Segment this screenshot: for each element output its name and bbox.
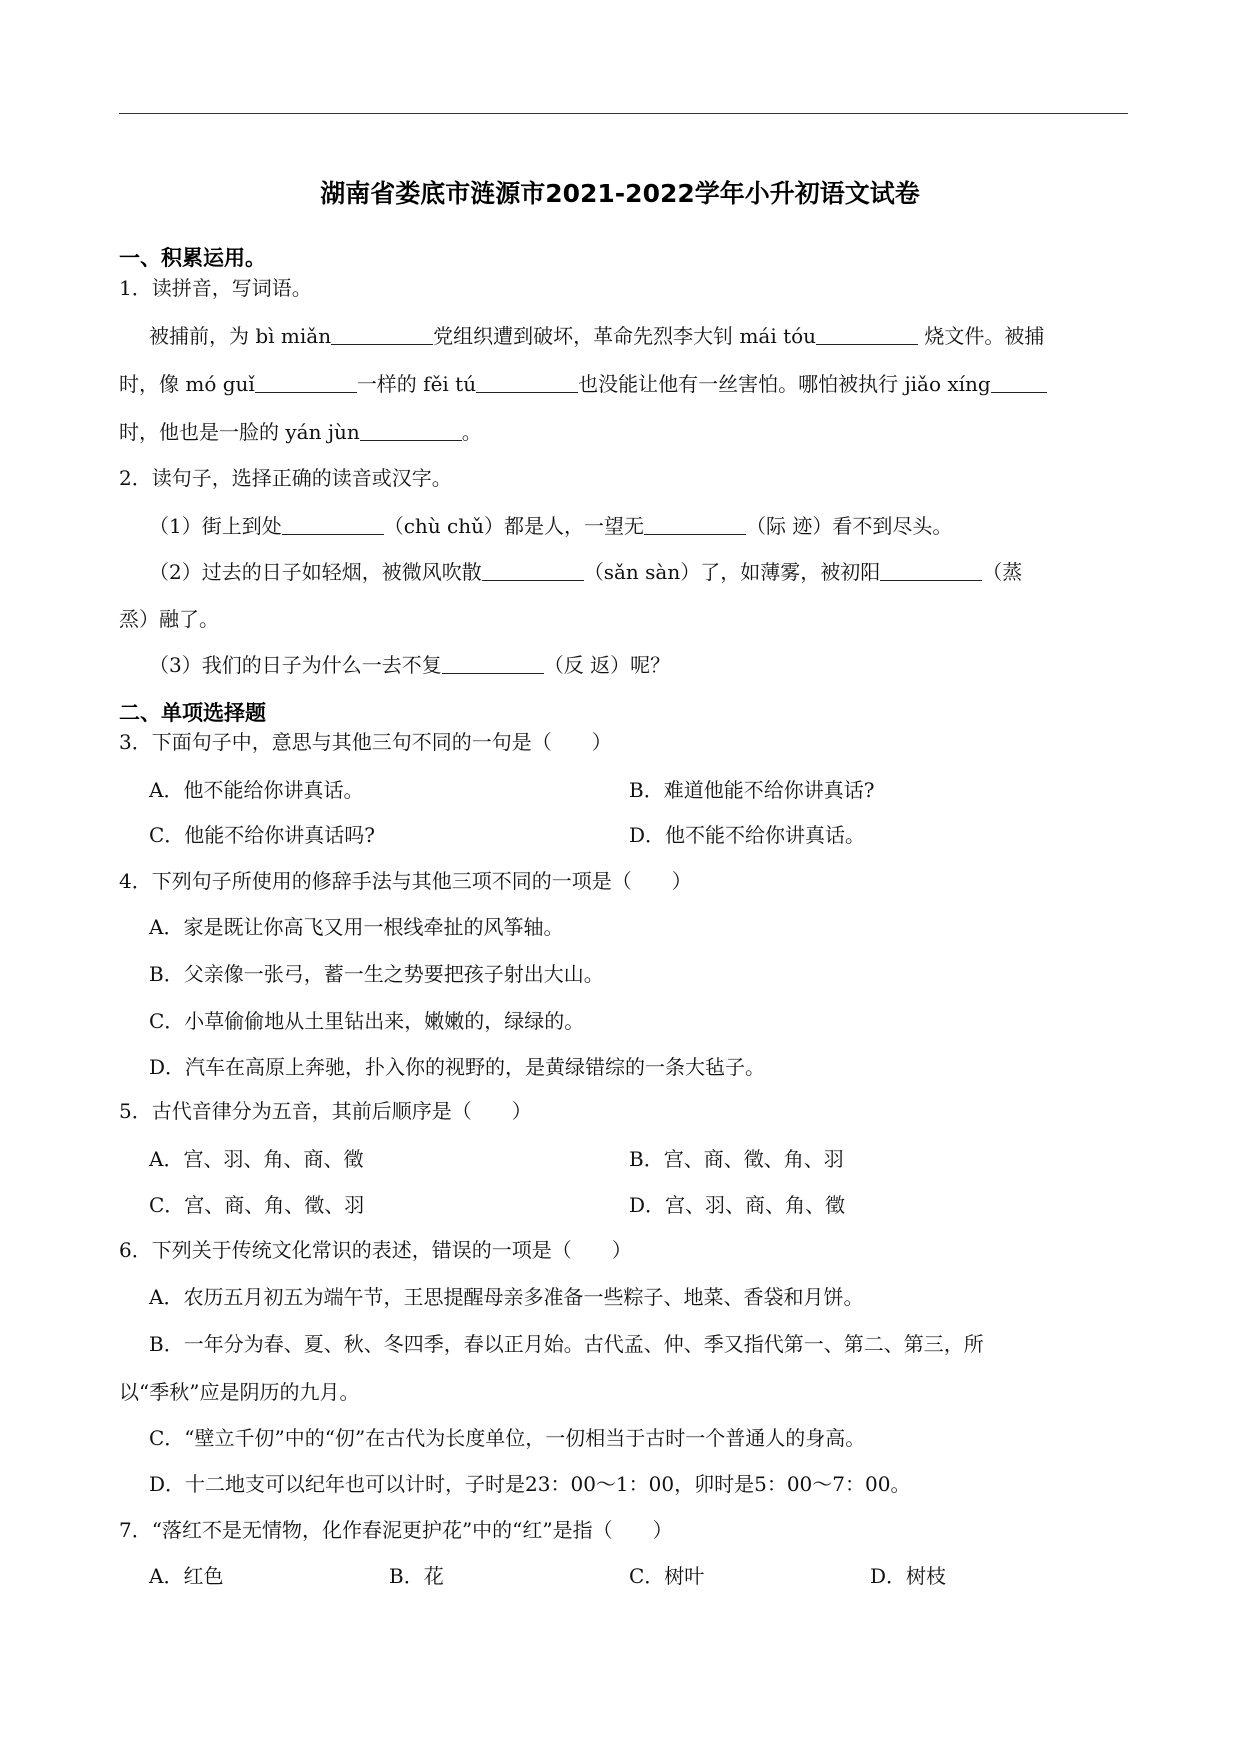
q7-stem: 7．“落红不是无情物，化作春泥更护花”中的“红”是指（ ） [119,1518,673,1542]
answer-blank[interactable] [482,562,584,581]
q1-text: 烧文件。被捕 [918,324,1045,348]
q4-option-c[interactable]: C．小草偷偷地从土里钻出来，嫩嫩的，绿绿的。 [149,1009,585,1033]
q1-line-3 [119,420,482,444]
answer-blank[interactable] [255,374,357,393]
q7-option-c[interactable]: C．树叶 [629,1564,705,1588]
q1-line-1 [149,324,1044,348]
q3-stem: 3．下面句子中，意思与其他三句不同的一句是（ ） [119,730,612,754]
q1-text: 被捕前，为 bì miǎn [149,324,332,348]
answer-blank[interactable] [644,516,746,535]
q1-line-2 [119,372,1047,396]
answer-blank[interactable] [880,562,982,581]
q5-option-a[interactable]: A．宫、羽、角、商、徵 [149,1147,364,1171]
section-heading-2: 二、单项选择题 [119,701,266,725]
q5-option-c[interactable]: C．宫、商、角、徵、羽 [149,1193,365,1217]
q2-text: （chù chǔ）都是人，一望无 [383,514,645,538]
q1-text: 也没能让他有一丝害怕。哪怕被执行 jiǎo xíng [578,372,991,396]
q7-option-d[interactable]: D．树枝 [870,1564,947,1588]
q5-option-b[interactable]: B．宫、商、徵、角、羽 [629,1147,844,1171]
answer-blank[interactable] [991,374,1047,393]
q2-text: （蒸 [982,560,1023,584]
q2-text: （反 返）呢？ [543,653,671,677]
q4-option-a[interactable]: A．家是既让你高飞又用一根线牵扯的风筝轴。 [149,915,564,939]
q6-option-a[interactable]: A．农历五月初五为端午节，王思提醒母亲多准备一些粽子、地菜、香袋和月饼。 [149,1285,864,1309]
q3-option-d[interactable]: D．他不能不给你讲真话。 [629,823,866,847]
q1-text: 党组织遭到破坏，革命先烈李大钊 mái tóu [433,324,817,348]
q4-option-d[interactable]: D．汽车在高原上奔驰，扑入你的视野的，是黄绿错综的一条大毡子。 [149,1055,766,1079]
q6-option-b-cont: 以“季秋”应是阴历的九月。 [119,1380,360,1404]
q6-stem: 6．下列关于传统文化常识的表述，错误的一项是（ ） [119,1238,632,1262]
q5-option-d[interactable]: D．宫、羽、商、角、徵 [629,1193,846,1217]
q2-stem: 2．读句子，选择正确的读音或汉字。 [119,466,452,490]
q7-option-a[interactable]: A．红色 [149,1564,224,1588]
q2-text: （3）我们的日子为什么一去不复 [149,653,442,677]
exam-title: 湖南省娄底市涟源市2021-2022学年小升初语文试卷 [320,179,920,208]
q1-stem: 1．读拼音，写词语。 [119,276,312,300]
q2-text: （际 迹）看不到尽头。 [746,514,953,538]
q1-text: 。 [461,420,482,444]
q1-text: 一样的 fěi tú [356,372,477,396]
answer-blank[interactable] [476,374,578,393]
q6-option-b[interactable]: B．一年分为春、夏、秋、冬四季，春以正月始。古代孟、仲、季又指代第一、第二、第三，所 [149,1332,984,1356]
answer-blank[interactable] [442,655,544,674]
q5-stem: 5．古代音律分为五音，其前后顺序是（ ） [119,1099,532,1123]
q1-text: 时，他也是一脸的 yán jùn [119,420,360,444]
q2-part-3 [149,653,670,677]
header-rule [119,113,1128,114]
q7-option-b[interactable]: B．花 [389,1564,444,1588]
q2-part-2 [149,560,1022,584]
q2-part-1 [149,514,952,538]
q3-option-a[interactable]: A．他不能给你讲真话。 [149,778,364,802]
q4-stem: 4．下列句子所使用的修辞手法与其他三项不同的一项是（ ） [119,869,692,893]
q6-option-d[interactable]: D．十二地支可以纪年也可以计时，子时是23：00～1：00，卯时是5：00～7：00。 [149,1472,911,1496]
q3-option-c[interactable]: C．他能不给你讲真话吗? [149,823,376,847]
q3-option-b[interactable]: B．难道他能不给你讲真话? [629,778,875,802]
answer-blank[interactable] [360,422,462,441]
section-heading-1: 一、积累运用。 [119,246,266,270]
q2-part-2-cont: 烝）融了。 [119,607,219,631]
q2-text: （1）街上到处 [149,514,282,538]
q6-option-c[interactable]: C．“壁立千仞”中的“仞”在古代为长度单位，一仞相当于古时一个普通人的身高。 [149,1426,866,1450]
answer-blank[interactable] [282,516,384,535]
q2-text: （sǎn sàn）了，如薄雾，被初阳 [583,560,881,584]
q4-option-b[interactable]: B．父亲像一张弓，蓄一生之势要把孩子射出大山。 [149,962,604,986]
answer-blank[interactable] [331,326,433,345]
q2-text: （2）过去的日子如轻烟，被微风吹散 [149,560,482,584]
q1-text: 时，像 mó guǐ [119,372,255,396]
answer-blank[interactable] [816,326,918,345]
